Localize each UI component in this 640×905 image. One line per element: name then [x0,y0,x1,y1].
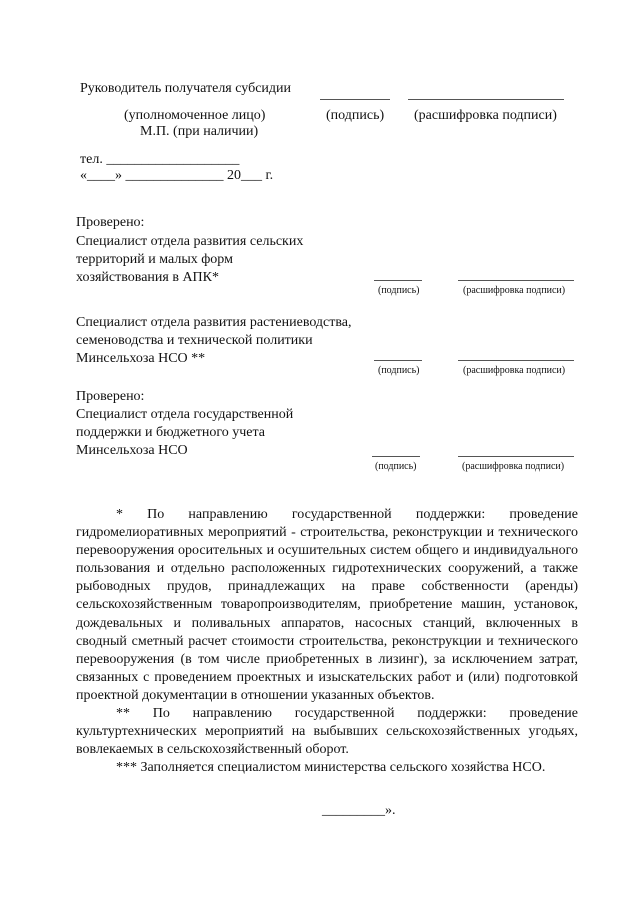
check-2-line-3: Минсельхоза НСО ** [76,351,206,366]
footnotes [76,506,578,777]
check-3-line-1: Проверено: [76,389,145,404]
head-signature-label: (подпись) [326,108,385,123]
head-phone: тел. ___________________ [80,152,240,167]
check-2-signature-line [374,360,422,361]
check-2-line-1: Специалист отдела развития растениеводства, [76,315,352,330]
check-1-line-2: Специалист отдела развития сельских [76,234,304,249]
check-3-line-4: Минсельхоза НСО [76,443,188,458]
check-2-signature-label: (подпись) [378,365,420,376]
closing-mark: _________». [322,803,396,818]
check-3-signature-label: (подпись) [375,461,417,472]
check-1-signature-line [374,280,422,281]
check-1-line-1: Проверено: [76,215,145,230]
head-stamp: М.П. (при наличии) [140,124,259,139]
check-1-signature-label: (подпись) [378,285,420,296]
check-2-decoding-line [458,360,574,361]
head-title: Руководитель получателя субсидии [80,81,292,96]
head-role: (уполномоченное лицо) [124,108,266,123]
check-3-decoding-label: (расшифровка подписи) [462,461,565,472]
footnote-2: ** По направлению государственной поддержки: проведение культуртехнических мероприятий на выбывших сельскохозяйственных угодьях, вовлекаемых в сельскохозяйственный оборот. [76,706,578,758]
check-2-decoding-label: (расшифровка подписи) [463,365,566,376]
check-1-decoding-line [458,280,574,281]
head-date: «____» ______________ 20___ г. [80,168,274,183]
check-2-line-2: семеноводства и технической политики [76,333,313,348]
check-1-line-3: территорий и малых форм [76,252,233,267]
footnote-1: * По направлению государственной поддержки: проведение гидромелиоративных мероприятий - строительства, реконструкции и технического перевооружения оросительных и осушительных систем общего и индивидуального пользования и отдельно расположенных гидротехнических сооружений, а также рыбоводных прудов, принадлежащих на праве собственности (аренды) сельскохозяйственным товаропроизводителям, приобретение машин, установок, дождевальных и поливальных аппаратов, насосных станций, включенных в сводный сметный расчет стоимости строительства, реконструкции и технического перевооружения (в том числе приобретенных в лизинг), за исключением затрат, связанных с проведением проектных и изыскательских работ и (или) подготовкой проектной документации в отношении указанных объектов. [76,507,578,703]
check-1-line-4: хозяйствования в АПК* [76,270,220,285]
decoding-line [408,99,564,100]
check-3-line-2: Специалист отдела государственной [76,407,294,422]
head-decoding-label: (расшифровка подписи) [414,108,557,123]
signature-line [320,99,390,100]
footnote-3: *** Заполняется специалистом министерства сельского хозяйства НСО. [116,760,546,776]
check-3-line-3: поддержки и бюджетного учета [76,425,265,440]
check-3-signature-line [372,456,420,457]
check-3-decoding-line [458,456,574,457]
check-1-decoding-label: (расшифровка подписи) [463,285,566,296]
